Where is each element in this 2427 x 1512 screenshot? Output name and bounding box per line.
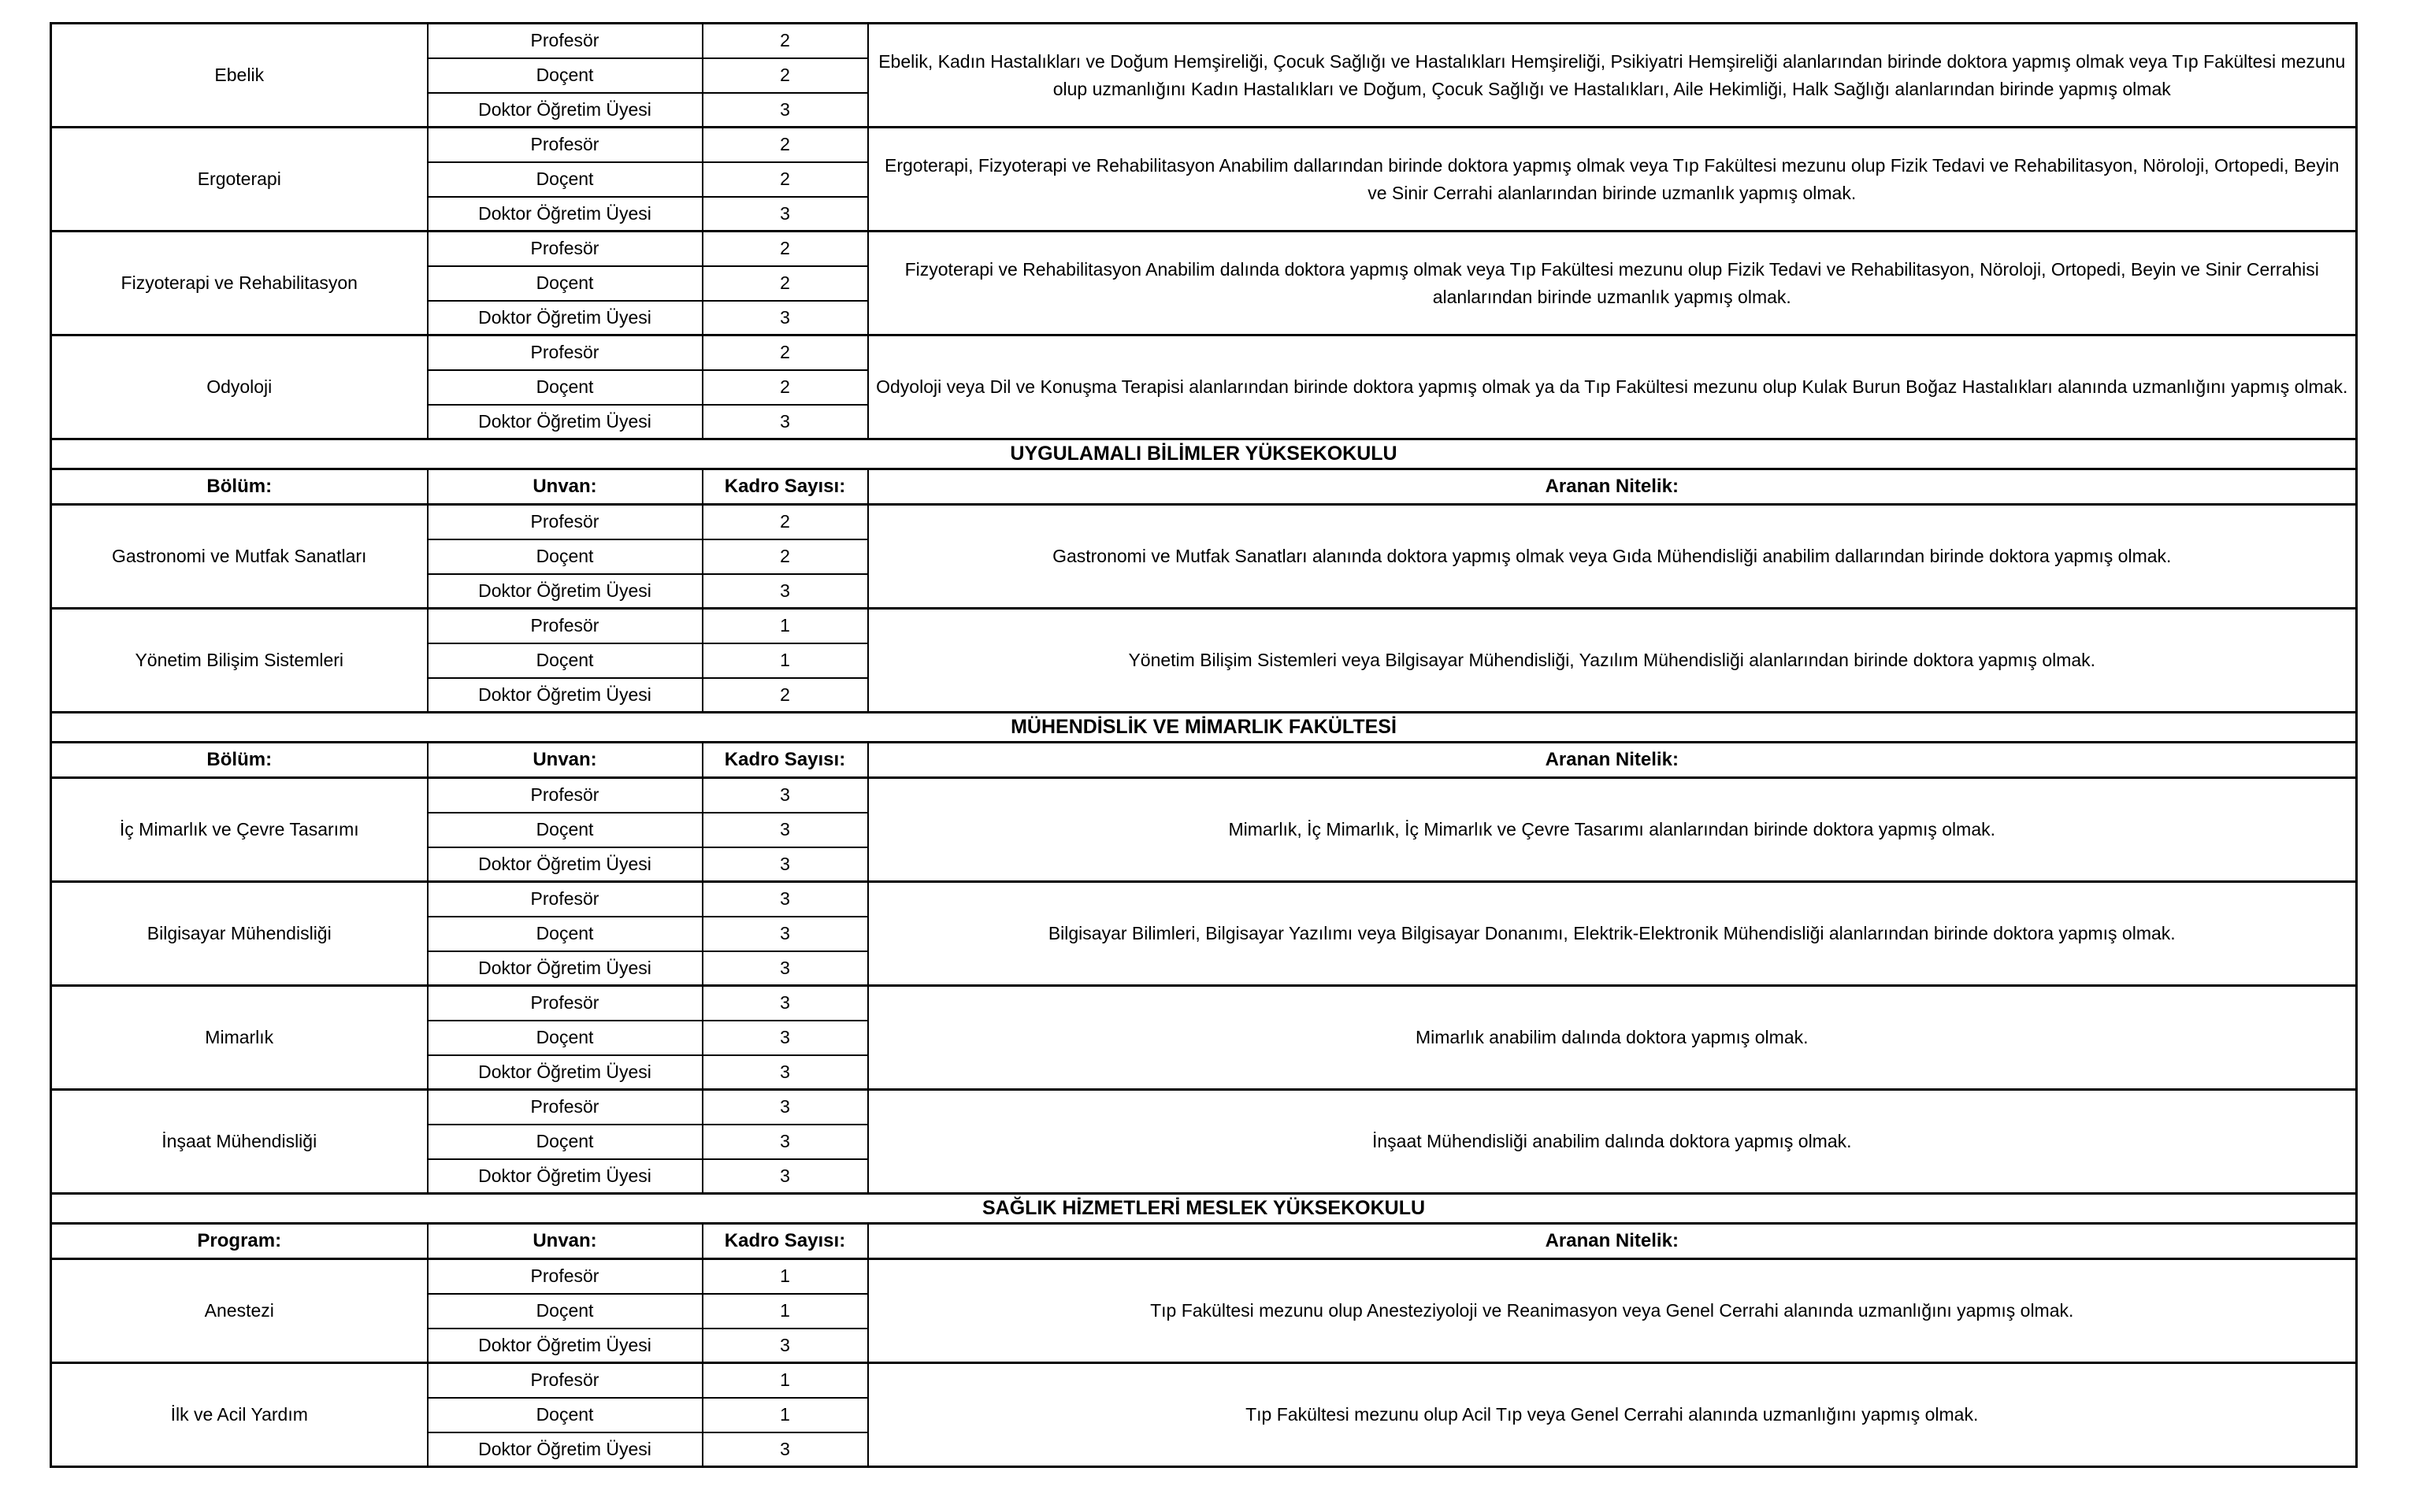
position-title-cell: Profesör [428, 128, 703, 162]
department-cell: Fizyoterapi ve Rehabilitasyon [51, 232, 428, 335]
position-count-cell: 1 [703, 609, 868, 643]
position-count-cell: 3 [703, 917, 868, 951]
position-title-cell: Doçent [428, 1398, 703, 1432]
section-header-row [51, 1194, 2357, 1224]
position-count-cell: 3 [703, 1125, 868, 1159]
department-cell: Mimarlık [51, 986, 428, 1090]
column-header-row [51, 1224, 2357, 1259]
qualification-cell: Fizyoterapi ve Rehabilitasyon Anabilim dalında doktora yapmış olmak veya Tıp Fakültesi mezunu olup Fizik Tedavi ve Rehabilitasyon, Nöroloji, Ortopedi, Beyin ve Sinir Cerrahisi alanlarından birinde uzmanlık yapmış olmak. [868, 232, 2357, 335]
position-title-cell: Doçent [428, 1294, 703, 1329]
position-title-cell: Doktor Öğretim Üyesi [428, 1432, 703, 1467]
department-cell: Bilgisayar Mühendisliği [51, 882, 428, 986]
position-count-cell: 3 [703, 197, 868, 232]
column-header-department: Bölüm: [51, 743, 428, 778]
position-title-cell: Doçent [428, 1021, 703, 1055]
position-count-cell: 2 [703, 678, 868, 713]
position-count-cell: 1 [703, 1398, 868, 1432]
position-title-cell: Doçent [428, 643, 703, 678]
qualification-cell: Gastronomi ve Mutfak Sanatları alanında doktora yapmış olmak veya Gıda Mühendisliği anabilim dallarından birinde doktora yapmış olmak. [868, 505, 2357, 609]
position-count-cell: 1 [703, 643, 868, 678]
qualification-cell: Ergoterapi, Fizyoterapi ve Rehabilitasyon Anabilim dallarından birinde doktora yapmış olmak veya Tıp Fakültesi mezunu olup Fizik Tedavi ve Rehabilitasyon, Nöroloji, Ortopedi, Beyin ve Sinir Cerrahi alanlarından birinde uzmanlık yapmış olmak. [868, 128, 2357, 232]
table-row [51, 335, 2357, 370]
department-cell: Anestezi [51, 1259, 428, 1363]
position-title-cell: Profesör [428, 505, 703, 539]
position-title-cell: Doçent [428, 266, 703, 301]
department-cell: Yönetim Bilişim Sistemleri [51, 609, 428, 713]
position-title-cell: Doçent [428, 813, 703, 847]
position-count-cell: 3 [703, 405, 868, 439]
position-title-cell: Doktor Öğretim Üyesi [428, 847, 703, 882]
position-count-cell: 2 [703, 24, 868, 58]
qualification-cell: Ebelik, Kadın Hastalıkları ve Doğum Hemşireliği, Çocuk Sağlığı ve Hastalıkları Hemşireliği, Psikiyatri Hemşireliği alanlarından birinde doktora yapmış olmak veya Tıp Fakültesi mezunu olup uzmanlığını Kadın Hastalıkları ve Doğum, Çocuk Sağlığı ve Hastalıkları, Aile Hekimliği, Halk Sağlığı alanlarından birinde yapmış olmak [868, 24, 2357, 128]
position-title-cell: Profesör [428, 1363, 703, 1398]
position-count-cell: 2 [703, 539, 868, 574]
column-header-qualification: Aranan Nitelik: [868, 469, 2357, 505]
table-row [51, 778, 2357, 813]
position-title-cell: Profesör [428, 232, 703, 266]
column-header-title: Unvan: [428, 469, 703, 505]
position-count-cell: 3 [703, 1055, 868, 1090]
table-row [51, 1090, 2357, 1125]
position-count-cell: 2 [703, 58, 868, 93]
qualification-cell: Yönetim Bilişim Sistemleri veya Bilgisayar Mühendisliği, Yazılım Mühendisliği alanlarından birinde doktora yapmış olmak. [868, 609, 2357, 713]
qualification-cell: Tıp Fakültesi mezunu olup Acil Tıp veya Genel Cerrahi alanında uzmanlığını yapmış olmak. [868, 1363, 2357, 1467]
position-count-cell: 3 [703, 1090, 868, 1125]
position-count-cell: 1 [703, 1363, 868, 1398]
position-title-cell: Profesör [428, 778, 703, 813]
table-row [51, 882, 2357, 917]
department-cell: İlk ve Acil Yardım [51, 1363, 428, 1467]
position-count-cell: 3 [703, 301, 868, 335]
column-header-count: Kadro Sayısı: [703, 1224, 868, 1259]
qualification-cell: Odyoloji veya Dil ve Konuşma Terapisi alanlarından birinde doktora yapmış olmak ya da Tıp Fakültesi mezunu olup Kulak Burun Boğaz Hastalıkları alanında uzmanlığını yapmış olmak. [868, 335, 2357, 439]
position-title-cell: Doçent [428, 162, 703, 197]
position-title-cell: Profesör [428, 882, 703, 917]
position-count-cell: 3 [703, 1329, 868, 1363]
qualification-cell: Bilgisayar Bilimleri, Bilgisayar Yazılımı veya Bilgisayar Donanımı, Elektrik-Elektronik Mühendisliği alanlarından birinde doktora yapmış olmak. [868, 882, 2357, 986]
table-row [51, 128, 2357, 162]
position-title-cell: Doktor Öğretim Üyesi [428, 951, 703, 986]
position-count-cell: 1 [703, 1259, 868, 1294]
section-header-row [51, 713, 2357, 743]
position-count-cell: 3 [703, 813, 868, 847]
column-header-qualification: Aranan Nitelik: [868, 1224, 2357, 1259]
position-count-cell: 3 [703, 93, 868, 128]
position-title-cell: Doçent [428, 1125, 703, 1159]
position-count-cell: 2 [703, 266, 868, 301]
position-title-cell: Doktor Öğretim Üyesi [428, 197, 703, 232]
department-cell: Odyoloji [51, 335, 428, 439]
position-title-cell: Profesör [428, 1090, 703, 1125]
position-title-cell: Profesör [428, 335, 703, 370]
column-header-qualification: Aranan Nitelik: [868, 743, 2357, 778]
position-title-cell: Doktor Öğretim Üyesi [428, 93, 703, 128]
position-count-cell: 2 [703, 370, 868, 405]
position-count-cell: 3 [703, 1021, 868, 1055]
qualification-cell: Mimarlık anabilim dalında doktora yapmış olmak. [868, 986, 2357, 1090]
position-title-cell: Doçent [428, 370, 703, 405]
position-count-cell: 2 [703, 232, 868, 266]
position-count-cell: 3 [703, 986, 868, 1021]
kadro-table-body [51, 24, 2357, 1467]
table-row [51, 1259, 2357, 1294]
position-title-cell: Doktor Öğretim Üyesi [428, 1329, 703, 1363]
position-count-cell: 2 [703, 335, 868, 370]
column-header-department: Bölüm: [51, 469, 428, 505]
position-title-cell: Doçent [428, 539, 703, 574]
qualification-cell: İnşaat Mühendisliği anabilim dalında doktora yapmış olmak. [868, 1090, 2357, 1194]
section-header: UYGULAMALI BİLİMLER YÜKSEKOKULU [51, 439, 2357, 469]
column-header-title: Unvan: [428, 743, 703, 778]
position-count-cell: 3 [703, 951, 868, 986]
department-cell: Ebelik [51, 24, 428, 128]
table-row [51, 24, 2357, 58]
position-count-cell: 1 [703, 1294, 868, 1329]
section-header: MÜHENDİSLİK VE MİMARLIK FAKÜLTESİ [51, 713, 2357, 743]
qualification-cell: Tıp Fakültesi mezunu olup Anesteziyoloji ve Reanimasyon veya Genel Cerrahi alanında uzmanlığını yapmış olmak. [868, 1259, 2357, 1363]
position-count-cell: 3 [703, 778, 868, 813]
table-row [51, 505, 2357, 539]
position-title-cell: Profesör [428, 24, 703, 58]
table-row [51, 1363, 2357, 1398]
position-title-cell: Doktor Öğretim Üyesi [428, 1055, 703, 1090]
kadro-table [50, 22, 2358, 1468]
position-title-cell: Doktor Öğretim Üyesi [428, 301, 703, 335]
position-title-cell: Profesör [428, 986, 703, 1021]
department-cell: İç Mimarlık ve Çevre Tasarımı [51, 778, 428, 882]
position-title-cell: Doktor Öğretim Üyesi [428, 678, 703, 713]
column-header-row [51, 469, 2357, 505]
position-title-cell: Doktor Öğretim Üyesi [428, 405, 703, 439]
table-row [51, 986, 2357, 1021]
position-title-cell: Doktor Öğretim Üyesi [428, 574, 703, 609]
position-count-cell: 3 [703, 882, 868, 917]
department-cell: İnşaat Mühendisliği [51, 1090, 428, 1194]
section-header: SAĞLIK HİZMETLERİ MESLEK YÜKSEKOKULU [51, 1194, 2357, 1224]
department-cell: Gastronomi ve Mutfak Sanatları [51, 505, 428, 609]
table-row [51, 232, 2357, 266]
column-header-count: Kadro Sayısı: [703, 743, 868, 778]
column-header-row [51, 743, 2357, 778]
column-header-department: Program: [51, 1224, 428, 1259]
position-count-cell: 2 [703, 128, 868, 162]
section-header-row [51, 439, 2357, 469]
qualification-cell: Mimarlık, İç Mimarlık, İç Mimarlık ve Çevre Tasarımı alanlarından birinde doktora yapmış olmak. [868, 778, 2357, 882]
position-title-cell: Profesör [428, 609, 703, 643]
position-count-cell: 3 [703, 847, 868, 882]
column-header-title: Unvan: [428, 1224, 703, 1259]
position-count-cell: 2 [703, 162, 868, 197]
position-title-cell: Profesör [428, 1259, 703, 1294]
position-count-cell: 3 [703, 1159, 868, 1194]
position-title-cell: Doçent [428, 917, 703, 951]
position-count-cell: 2 [703, 505, 868, 539]
position-count-cell: 3 [703, 574, 868, 609]
table-row [51, 609, 2357, 643]
column-header-count: Kadro Sayısı: [703, 469, 868, 505]
position-count-cell: 3 [703, 1432, 868, 1467]
position-title-cell: Doçent [428, 58, 703, 93]
department-cell: Ergoterapi [51, 128, 428, 232]
position-title-cell: Doktor Öğretim Üyesi [428, 1159, 703, 1194]
